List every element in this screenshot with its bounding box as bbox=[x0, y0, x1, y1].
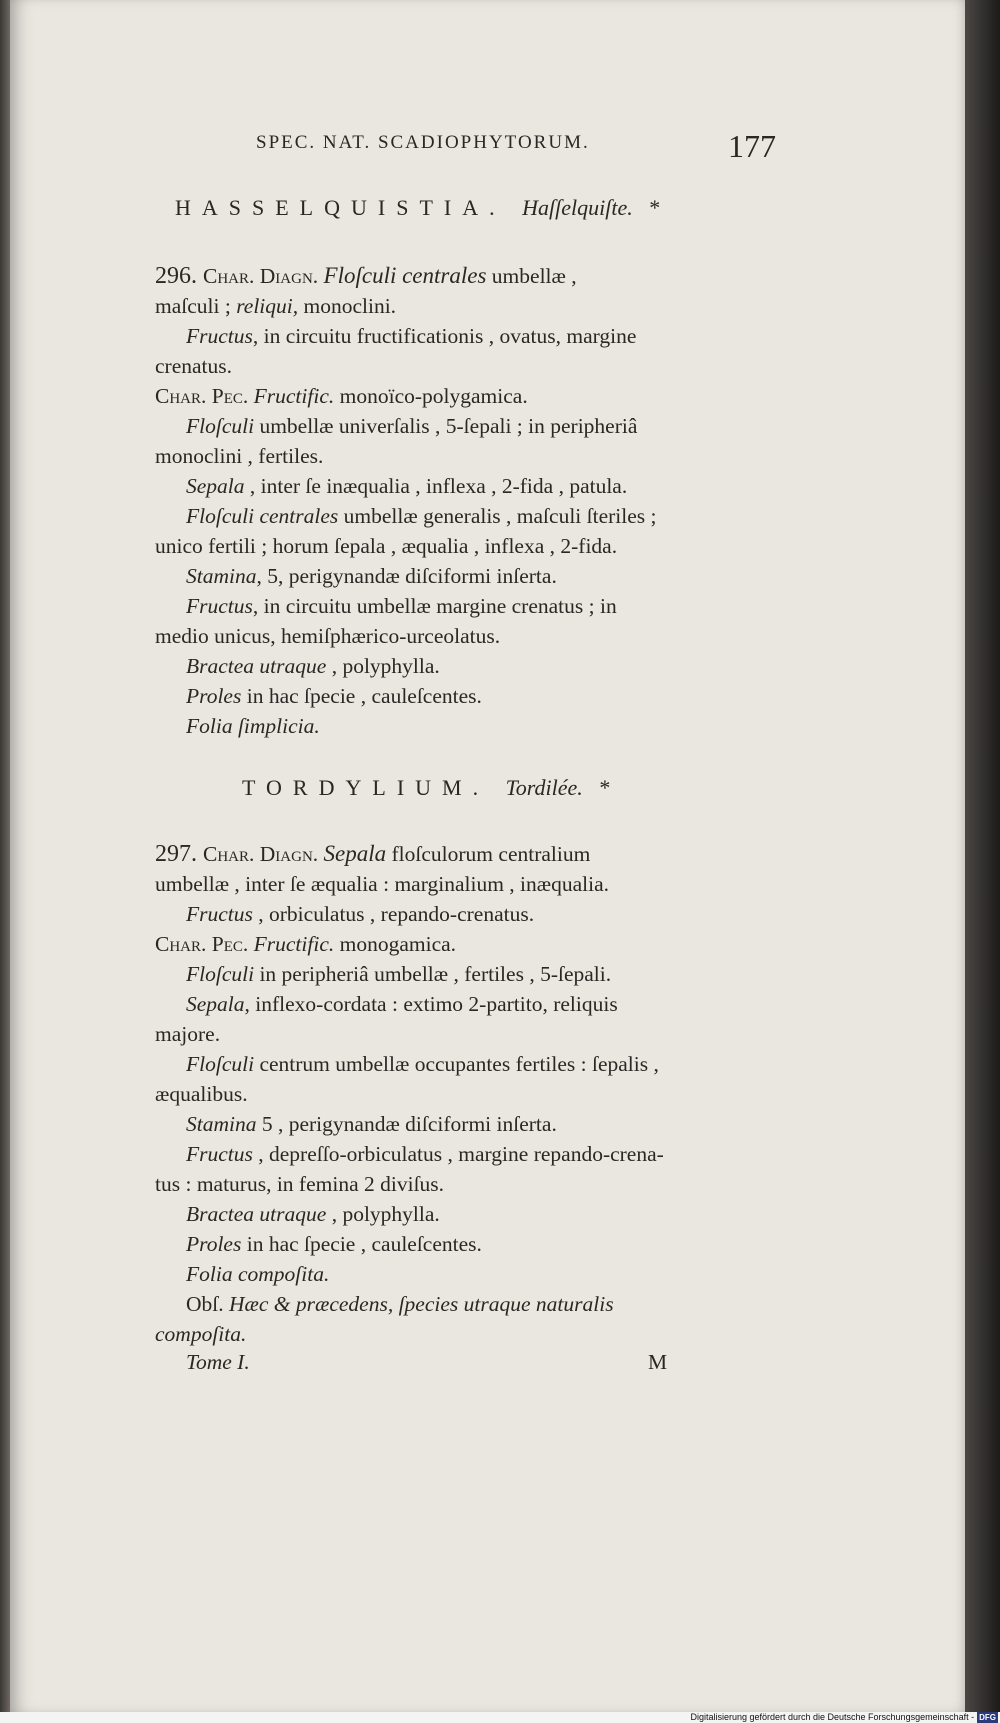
text-line: medio unicus, hemiſphærico-urceolatus. bbox=[155, 624, 501, 648]
footer-text: Digitalisierung gefördert durch die Deutsche Forschungsgemeinschaft - bbox=[690, 1712, 975, 1722]
signature-mark: M bbox=[648, 1350, 668, 1374]
genus-name: HASSELQUISTIA. bbox=[175, 195, 506, 220]
text-line: unico fertili ; horum ſepala , æqualia , inflexa , 2-fida. bbox=[155, 534, 618, 558]
text-line: Char. Pec. Fructific. monoïco-polygamica. bbox=[155, 384, 528, 408]
signature-tome: Tome I. bbox=[186, 1350, 250, 1374]
text-line: Sepala , inter ſe inæqualia , inflexa , 2-fida , patula. bbox=[186, 474, 628, 498]
text-line: Bractea utraque , polyphylla. bbox=[186, 1202, 440, 1226]
page-number: 177 bbox=[728, 128, 776, 164]
genus-heading-hasselquistia bbox=[175, 195, 660, 221]
book-page bbox=[10, 0, 965, 1712]
digitization-footer bbox=[0, 1712, 1000, 1723]
text-line: Fructus , depreſſo-orbiculatus , margine repando-crena- bbox=[186, 1142, 664, 1166]
french-name: Tordilée. bbox=[505, 775, 583, 800]
text-line: Bractea utraque , polyphylla. bbox=[186, 654, 440, 678]
genus-name: TORDYLIUM. bbox=[242, 775, 490, 800]
text-line: Fructus, in circuitu umbellæ margine crenatus ; in bbox=[186, 594, 617, 618]
text-line: Folia compoſita. bbox=[186, 1262, 330, 1286]
text-line: æqualibus. bbox=[155, 1082, 248, 1106]
text-line: compoſita. bbox=[155, 1322, 247, 1346]
text-line: monoclini , fertiles. bbox=[155, 444, 324, 468]
text-line: Fructus, in circuitu fructificationis , ovatus, margine bbox=[186, 324, 637, 348]
text-line: Floſculi centrum umbellæ occupantes fertiles : ſepalis , bbox=[186, 1052, 659, 1076]
text-line: Stamina, 5, perigynandæ diſciformi inſerta. bbox=[186, 564, 557, 588]
asterisk-mark: * bbox=[599, 775, 611, 800]
text-line: Stamina 5 , perigynandæ diſciformi inſerta. bbox=[186, 1112, 557, 1136]
asterisk-mark: * bbox=[649, 195, 661, 220]
text-line: Proles in hac ſpecie , cauleſcentes. bbox=[186, 1232, 482, 1256]
running-head: SPEC. NAT. SCADIOPHYTORUM. bbox=[256, 132, 590, 153]
text-line: Proles in hac ſpecie , cauleſcentes. bbox=[186, 684, 482, 708]
dfg-logo: DFG bbox=[979, 1713, 996, 1722]
text-line: 296. Char. Diagn. Floſculi centrales umbellæ , bbox=[155, 263, 577, 289]
text-line: umbellæ , inter ſe æqualia : marginalium , inæqualia. bbox=[155, 872, 610, 896]
text-line: Folia ſimplicia. bbox=[186, 714, 320, 738]
page-edge-shadow bbox=[965, 0, 1000, 1712]
text-line: Floſculi centrales umbellæ generalis , maſculi ſteriles ; bbox=[186, 504, 657, 528]
text-line: Sepala, inflexo-cordata : extimo 2-partito, reliquis bbox=[186, 992, 618, 1016]
text-line: Fructus , orbiculatus , repando-crenatus. bbox=[186, 902, 535, 926]
text-line: crenatus. bbox=[155, 354, 233, 378]
text-line: Char. Pec. Fructific. monogamica. bbox=[155, 932, 457, 956]
text-line: tus : maturus, in femina 2 diviſus. bbox=[155, 1172, 445, 1196]
text-line: 297. Char. Diagn. Sepala floſculorum centralium bbox=[155, 841, 591, 867]
book-gutter bbox=[0, 0, 10, 1712]
text-line: maſculi ; reliqui, monoclini. bbox=[155, 294, 397, 318]
french-name: Haſſelquiſte. bbox=[522, 195, 633, 220]
text-line: Floſculi umbellæ univerſalis , 5-ſepali ; in peripheriâ bbox=[186, 414, 638, 438]
text-line: Obſ. Hæc & præcedens, ſpecies utraque naturalis bbox=[186, 1292, 614, 1316]
text-line: Floſculi in peripheriâ umbellæ , fertiles , 5-ſepali. bbox=[186, 962, 612, 986]
text-line: majore. bbox=[155, 1022, 221, 1046]
genus-heading-tordylium bbox=[242, 775, 610, 801]
